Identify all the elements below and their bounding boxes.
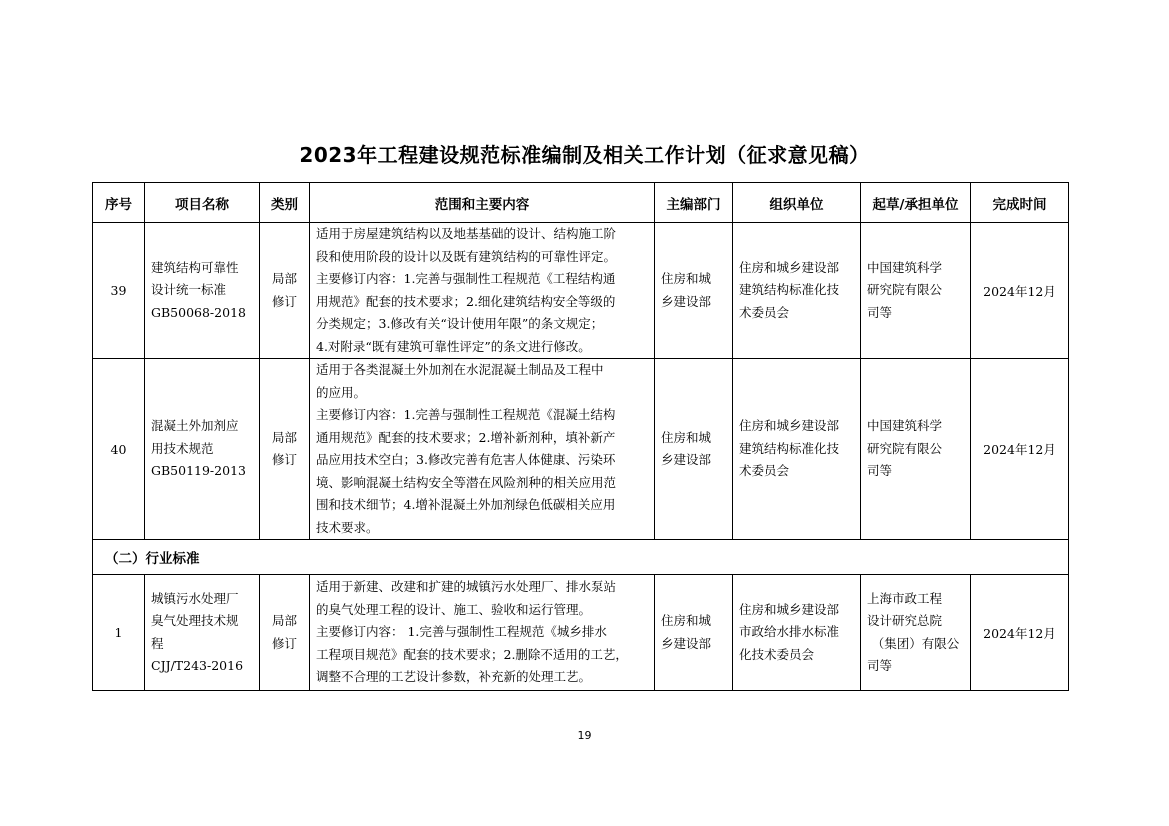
content-line: 主要修订内容：1.完善与强制性工程规范《混凝土结构 bbox=[316, 407, 616, 422]
org-line: 市政给水排水标准 bbox=[739, 624, 840, 640]
row-content bbox=[310, 223, 655, 359]
header-dept: 主编部门 bbox=[655, 183, 733, 223]
row-content bbox=[310, 575, 655, 691]
row-unit bbox=[861, 575, 971, 691]
row-time: 2024年12月 bbox=[971, 359, 1069, 540]
header-content: 范围和主要内容 bbox=[310, 183, 655, 223]
row-time: 2024年12月 bbox=[971, 223, 1069, 359]
org-line: 术委员会 bbox=[739, 463, 790, 479]
row-content bbox=[310, 359, 655, 540]
row-no: 40 bbox=[93, 359, 145, 540]
org-line: 化技术委员会 bbox=[739, 646, 815, 662]
row-dept bbox=[655, 575, 733, 691]
document-title: 2023年工程建设规范标准编制及相关工作计划（征求意见稿） bbox=[299, 143, 870, 167]
org-line: 住房和城乡建设部 bbox=[739, 259, 840, 275]
content-line: 主要修订内容：1.完善与强制性工程规范《工程结构通 bbox=[316, 271, 616, 286]
header-type: 类别 bbox=[260, 183, 310, 223]
unit-line: 中国建筑科学 bbox=[867, 418, 943, 434]
content-line: 的臭气处理工程的设计、施工、验收和运行管理。 bbox=[316, 601, 592, 617]
row-time: 2024年12月 bbox=[971, 575, 1069, 691]
unit-line: 设计研究总院 bbox=[867, 613, 943, 628]
dept-line: 住房和城 bbox=[661, 271, 712, 286]
type-line: 修订 bbox=[271, 635, 297, 651]
dept-line: 乡建设部 bbox=[661, 293, 712, 309]
content-line: 分类规定；3.修改有关“设计使用年限”的条文规定； bbox=[316, 316, 604, 331]
table-row bbox=[93, 223, 1069, 359]
name-line: 设计统一标准 bbox=[151, 282, 227, 298]
dept-line: 乡建设部 bbox=[661, 635, 712, 651]
content-line: 4.对附录“既有建筑可靠性评定”的条文进行修改。 bbox=[316, 338, 591, 354]
name-line: 混凝土外加剂应 bbox=[151, 418, 239, 434]
row-no: 39 bbox=[93, 223, 145, 359]
row-project-name bbox=[145, 223, 260, 359]
section-row bbox=[93, 540, 1069, 575]
content-line: 用规范》配套的技术要求；2.细化建筑结构安全等级的 bbox=[316, 293, 616, 309]
org-line: 建筑结构标准化技 bbox=[739, 440, 840, 456]
org-line: 住房和城乡建设部 bbox=[739, 601, 840, 617]
plan-table bbox=[92, 182, 1069, 691]
org-line: 建筑结构标准化技 bbox=[739, 282, 840, 298]
content-line: 适用于新建、改建和扩建的城镇污水处理厂、排水泵站 bbox=[316, 579, 617, 595]
dept-line: 住房和城 bbox=[661, 429, 712, 445]
content-line: 适用于各类混凝土外加剂在水泥混凝土制品及工程中 bbox=[316, 362, 604, 377]
content-line: 调整不合理的工艺设计参数，补充新的处理工艺。 bbox=[316, 669, 592, 685]
type-line: 局部 bbox=[271, 271, 297, 286]
content-line: 适用于房屋建筑结构以及地基基础的设计、结构施工阶 bbox=[316, 226, 617, 241]
row-type bbox=[260, 575, 310, 691]
unit-line: 中国建筑科学 bbox=[867, 259, 943, 275]
row-org bbox=[733, 223, 861, 359]
content-line: 通用规范》配套的技术要求；2.增补新剂种，填补新产 bbox=[316, 429, 616, 445]
unit-line: 上海市政工程 bbox=[867, 590, 943, 606]
content-line: 品应用技术空白；3.修改完善有危害人体健康、污染环 bbox=[316, 452, 616, 467]
section-heading: （二）行业标准 bbox=[93, 540, 1069, 575]
content-line: 段和使用阶段的设计以及既有建筑结构的可靠性评定。 bbox=[316, 248, 617, 264]
table-row bbox=[93, 575, 1069, 691]
row-no: 1 bbox=[93, 575, 145, 691]
name-line: GB50068-2018 bbox=[151, 304, 246, 320]
dept-line: 乡建设部 bbox=[661, 452, 712, 467]
row-project-name bbox=[145, 359, 260, 540]
header-project-name: 项目名称 bbox=[145, 183, 260, 223]
header-unit: 起草/承担单位 bbox=[861, 183, 971, 223]
header-org: 组织单位 bbox=[733, 183, 861, 223]
unit-line: 司等 bbox=[867, 304, 893, 320]
unit-line: 司等 bbox=[867, 658, 893, 673]
content-line: 工程项目规范》配套的技术要求；2.删除不适用的工艺， bbox=[316, 646, 628, 662]
name-line: 城镇污水处理厂 bbox=[151, 590, 239, 606]
row-org bbox=[733, 575, 861, 691]
org-line: 住房和城乡建设部 bbox=[739, 418, 840, 434]
row-dept bbox=[655, 359, 733, 540]
table-header-row bbox=[93, 183, 1069, 223]
row-project-name bbox=[145, 575, 260, 691]
dept-line: 住房和城 bbox=[661, 613, 712, 628]
row-dept bbox=[655, 223, 733, 359]
row-type bbox=[260, 223, 310, 359]
content-line: 技术要求。 bbox=[316, 519, 379, 535]
content-line: 主要修订内容： 1.完善与强制性工程规范《城乡排水 bbox=[316, 624, 607, 640]
row-unit bbox=[861, 223, 971, 359]
unit-line: 司等 bbox=[867, 463, 893, 479]
content-line: 的应用。 bbox=[316, 384, 367, 400]
name-line: GB50119-2013 bbox=[151, 463, 246, 479]
name-line: 臭气处理技术规 bbox=[151, 613, 239, 628]
content-line: 境、影响混凝土结构安全等潜在风险剂种的相关应用范 bbox=[316, 474, 617, 490]
type-line: 修订 bbox=[271, 293, 297, 309]
row-type bbox=[260, 359, 310, 540]
content-line: 围和技术细节；4.增补混凝土外加剂绿色低碳相关应用 bbox=[316, 497, 616, 512]
type-line: 修订 bbox=[271, 452, 297, 467]
type-line: 局部 bbox=[271, 429, 297, 445]
row-unit bbox=[861, 359, 971, 540]
org-line: 术委员会 bbox=[739, 304, 790, 320]
type-line: 局部 bbox=[271, 613, 297, 628]
unit-line: （集团）有限公 bbox=[871, 635, 960, 651]
unit-line: 研究院有限公 bbox=[867, 282, 943, 298]
name-line: CJJ/T243-2016 bbox=[151, 658, 244, 673]
row-org bbox=[733, 359, 861, 540]
name-line: 建筑结构可靠性 bbox=[151, 259, 239, 275]
page-number: 19 bbox=[577, 729, 592, 742]
header-time: 完成时间 bbox=[971, 183, 1069, 223]
name-line: 用技术规范 bbox=[151, 440, 214, 456]
table-row bbox=[93, 359, 1069, 540]
name-line: 程 bbox=[151, 635, 164, 651]
header-no: 序号 bbox=[93, 183, 145, 223]
unit-line: 研究院有限公 bbox=[867, 440, 943, 456]
